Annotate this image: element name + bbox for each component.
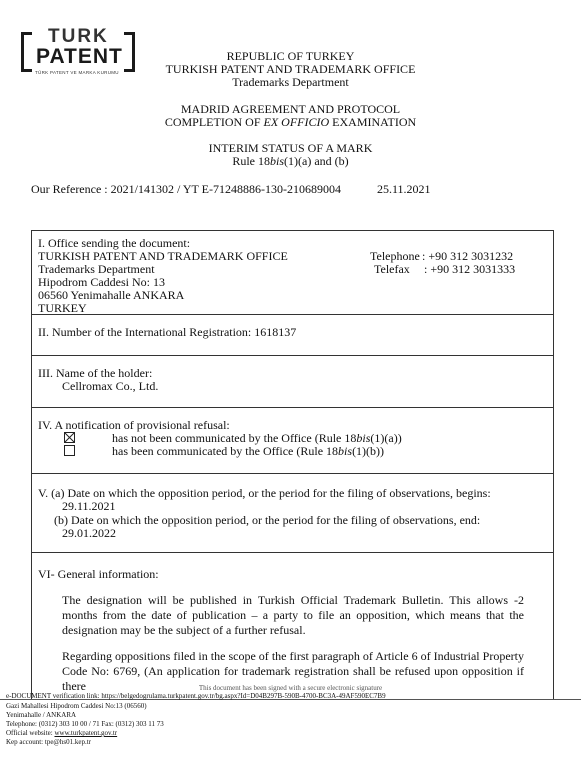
reference-date: 25.11.2021: [377, 182, 431, 196]
footer-website: [6, 729, 117, 738]
logo-text-patent: PATENT: [36, 45, 123, 68]
period-ends-date: 29.01.2022: [62, 526, 116, 540]
section4-title: IV. A notification of provisional refusal:: [38, 418, 230, 432]
footer-phone: Telephone: (0312) 303 10 00 / 71 Fax: (0312) 303 11 73: [6, 720, 164, 728]
general-info-paragraph-2: Regarding oppositions filed in the scope of the first paragraph of Article 6 of Industrial Property Code No: 6769, (An application for trademark registration shall be refused upon opposition if there: [62, 649, 524, 693]
office-street: Hipodrom Caddesi No: 13: [38, 275, 165, 289]
office-country: TURKEY: [38, 301, 87, 315]
header-rule: [0, 155, 581, 168]
footer-address-1: Gazi Mahallesi Hipodrom Caddesi No:13 (06560): [6, 702, 147, 710]
rule-prefix: Rule 18: [232, 154, 270, 168]
option2-suffix: (1)(b)): [352, 444, 385, 458]
section1-title: I. Office sending the document:: [38, 236, 191, 250]
verification-link[interactable]: e-DOCUMENT verification link: https://belgedogrulama.turkpatent.gov.tr/bg.aspx?Id=D04B297B-590B-4700-BC3A-49AF590EC7B9: [6, 692, 386, 700]
checkbox-not-communicated[interactable]: [64, 432, 75, 443]
option1-italic: bis: [356, 431, 371, 445]
website-label: Official website:: [6, 729, 55, 737]
option2-italic: bis: [338, 444, 353, 458]
holder-name: Cellromax Co., Ltd.: [62, 379, 159, 393]
header-country: REPUBLIC OF TURKEY: [226, 49, 355, 63]
header-agreement: MADRID AGREEMENT AND PROTOCOL: [180, 102, 401, 116]
period-ends-label: (b) Date on which the opposition period, or the period for the filing of observations, end:: [54, 513, 481, 527]
rule-italic: bis: [270, 154, 285, 168]
period-begins-label: V. (a) Date on which the opposition period, or the period for the filing of observations, begins:: [38, 486, 491, 500]
header-completion: [0, 116, 581, 129]
registration-number: II. Number of the International Registration: 1618137: [38, 325, 297, 339]
rule-suffix: (1)(a) and (b): [284, 154, 349, 168]
section3-title: III. Name of the holder:: [38, 366, 153, 380]
header-office: TURKISH PATENT AND TRADEMARK OFFICE: [165, 62, 416, 76]
option1-suffix: (1)(a)): [370, 431, 402, 445]
completion-suffix: EXAMINATION: [329, 115, 417, 129]
telefax-label: Telefax: [374, 262, 410, 276]
completion-italic: EX OFFICIO: [263, 115, 330, 129]
office-city: 06560 Yenimahalle ANKARA: [38, 288, 185, 302]
footer-address-2: Yenimahalle / ANKARA: [6, 711, 77, 719]
footer-kep: Kep account: tpe@hs01.kep.tr: [6, 738, 91, 746]
telefax-value: : +90 312 3031333: [424, 262, 516, 276]
office-department: Trademarks Department: [38, 262, 155, 276]
general-info-paragraph-1: The designation will be published in Turkish Official Trademark Bulletin. This allows -2 months from the date of publication – a party to file an opposition, which means that the designation may be the subject of a further refusal.: [62, 593, 524, 637]
website-link[interactable]: www.turkpatent.gov.tr: [54, 729, 118, 737]
logo-tagline: TÜRK PATENT VE MARKA KURUMU: [35, 70, 119, 75]
our-reference: Our Reference : 2021/141302 / YT E-71248886-130-210689004: [31, 182, 341, 196]
electronic-signature-note: This document has been signed with a secure electronic signature: [198, 684, 383, 692]
logo-text-turk: TURK: [48, 26, 109, 47]
checkbox-x-icon: [65, 433, 74, 442]
option-communicated: [112, 445, 384, 458]
option2-prefix: has been communicated by the Office (Rule 18: [112, 444, 339, 458]
telephone-value: : +90 312 3031232: [422, 249, 514, 263]
checkbox-communicated[interactable]: [64, 445, 75, 456]
option1-prefix: has not been communicated by the Office (Rule 18: [112, 431, 357, 445]
header-department: Trademarks Department: [232, 75, 349, 89]
completion-prefix: COMPLETION OF: [164, 115, 264, 129]
telephone-label: Telephone: [370, 249, 420, 263]
header-status: INTERIM STATUS OF A MARK: [208, 141, 373, 155]
period-begins-date: 29.11.2021: [62, 499, 116, 513]
section6-title: VI- General information:: [38, 567, 159, 581]
office-name: TURKISH PATENT AND TRADEMARK OFFICE: [38, 249, 288, 263]
